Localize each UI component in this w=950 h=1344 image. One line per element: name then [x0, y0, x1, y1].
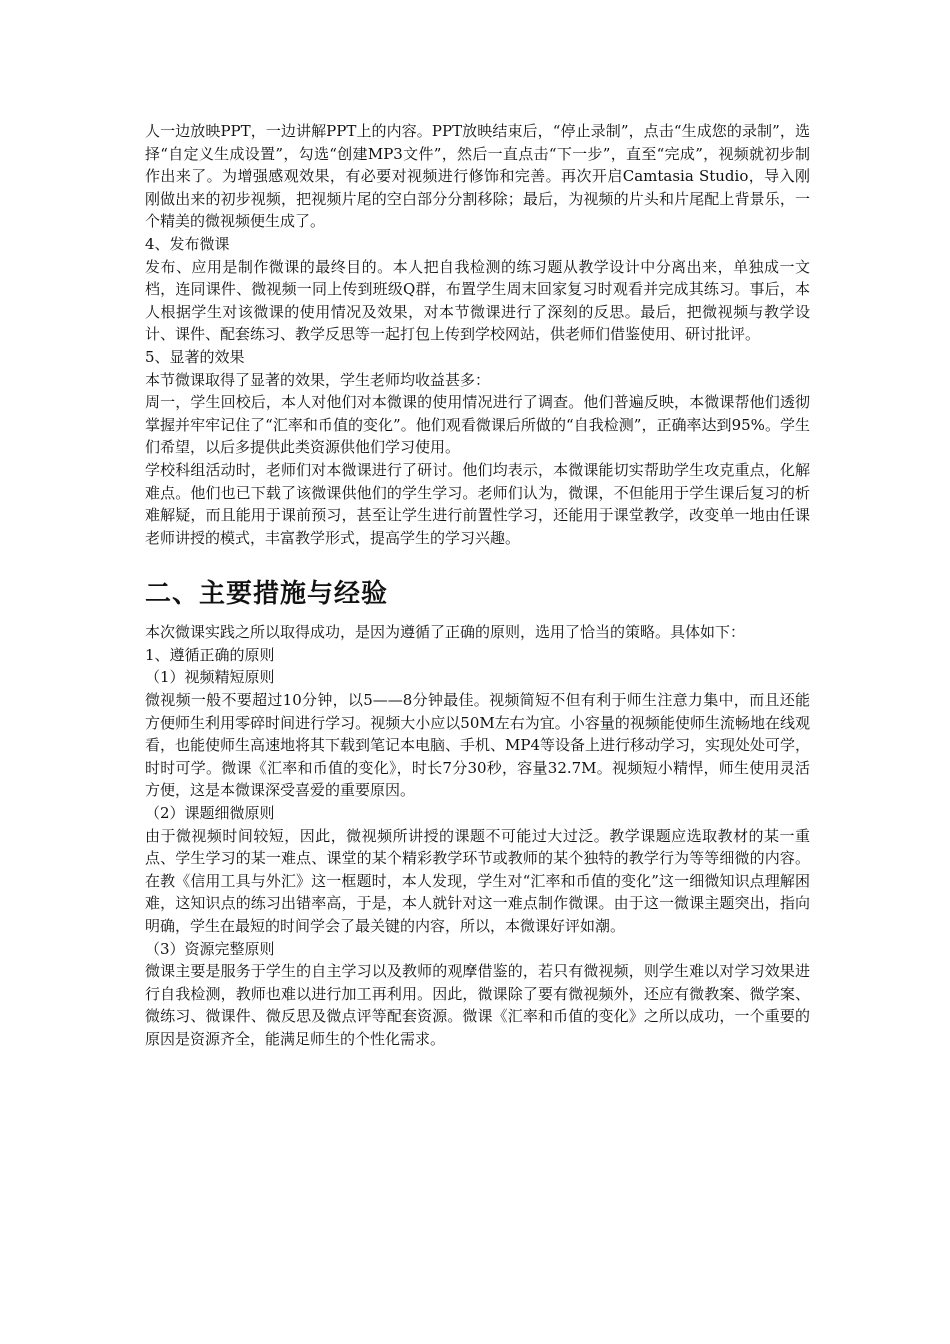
- section-heading: 二、主要措施与经验: [145, 579, 389, 610]
- body-paragraph: 由于微视频时间较短，因此，微视频所讲授的课题不可能过大过泛。教学课题应选取教材的某一重点、学生学习的某一难点、课堂的某个精彩教学环节或教师的某个独特的教学行为等等细微的内容。在教《信用工具与外汇》这一框题时，本人发现，学生对“汇率和币值的变化”这一细微知识点理解困难，这知识点的练习出错率高，于是，本人就针对这一难点制作微课。由于这一微课主题突出，指向明确，学生在最短的时间学会了最关键的内容，所以，本微课好评如潮。: [145, 826, 810, 935]
- document-page: [145, 120, 810, 1051]
- body-paragraph: 周一，学生回校后，本人对他们对本微课的使用情况进行了调查。他们普遍反映，本微课帮他们透彻掌握并牢牢记住了“汇率和币值的变化”。他们观看微课后所做的“自我检测”，正确率达到95%。学生们希望，以后多提供此类资源供他们学习使用。: [145, 393, 810, 457]
- subheading-publish: 4、发布微课: [145, 234, 230, 253]
- subheading-fine-topic: （2）课题细微原则: [145, 804, 275, 823]
- body-paragraph: 微课主要是服务于学生的自主学习以及教师的观摩借鉴的，若只有微视频，则学生难以对学习效果进行自我检测，教师也难以进行加工再利用。因此，微课除了要有微视频外，还应有微教案、微学案、微练习、微课件、微反思及微点评等配套资源。微课《汇率和币值的变化》之所以成功，一个重要的原因是资源齐全，能满足师生的个性化需求。: [145, 962, 810, 1048]
- subheading-effect: 5、显著的效果: [145, 347, 245, 366]
- body-paragraph: 本次微课实践之所以取得成功，是因为遵循了正确的原则，选用了恰当的策略。具体如下：: [145, 623, 746, 642]
- subheading-principles: 1、遵循正确的原则: [145, 645, 275, 664]
- subheading-short-video: （1）视频精短原则: [145, 668, 275, 687]
- body-paragraph: 发布、应用是制作微课的最终目的。本人把自我检测的练习题从教学设计中分离出来，单独成一文档，连同课件、微视频一同上传到班级Q群，布置学生周末回家复习时观看并完成其练习。事后，本人根据学生对该微课的使用情况及效果，对本节微课进行了深刻的反思。最后，把微视频与教学设计、课件、配套练习、教学反思等一起打包上传到学校网站，供老师们借鉴使用、研讨批评。: [145, 257, 810, 344]
- subheading-complete-resources: （3）资源完整原则: [145, 939, 275, 958]
- body-paragraph: 本节微课取得了显著的效果，学生老师均收益甚多：: [145, 370, 491, 389]
- body-paragraph: 学校科组活动时，老师们对本微课进行了研讨。他们均表示，本微课能切实帮助学生攻克重点，化解难点。他们也已下载了该微课供他们的学生学习。老师们认为，微课，不但能用于学生课后复习的析难解疑，而且能用于课前预习，甚至让学生进行前置性学习，还能用于课堂教学，改变单一地由任课老师讲授的模式，丰富教学形式，提高学生的学习兴趣。: [145, 460, 810, 547]
- body-paragraph: 微视频一般不要超过10分钟，以5——8分钟最佳。视频简短不但有利于师生注意力集中，而且还能方便师生利用零碎时间进行学习。视频大小应以50M左右为宜。小容量的视频能使师生流畅地在线观看，也能使师生高速地将其下载到笔记本电脑、手机、MP4等设备上进行移动学习，实现处处可学，时时可学。微课《汇率和币值的变化》，时长7分30秒，容量32.7M。视频短小精悍，师生使用灵活方便，这是本微课深受喜爱的重要原因。: [145, 691, 810, 800]
- body-paragraph: 人一边放映PPT，一边讲解PPT上的内容。PPT放映结束后，“停止录制”，点击“生成您的录制”，选择“自定义生成设置”，勾选“创建MP3文件”，然后一直点击“下一步”，直至“完成”，视频就初步制作出来了。为增强感观效果，有必要对视频进行修饰和完善。再次开启Camtasia Studio，导入刚刚做出来的初步视频，把视频片尾的空白部分分割移除；最后，为视频的片头和片尾配上背景乐，一个精美的微视频便生成了。: [145, 122, 810, 231]
